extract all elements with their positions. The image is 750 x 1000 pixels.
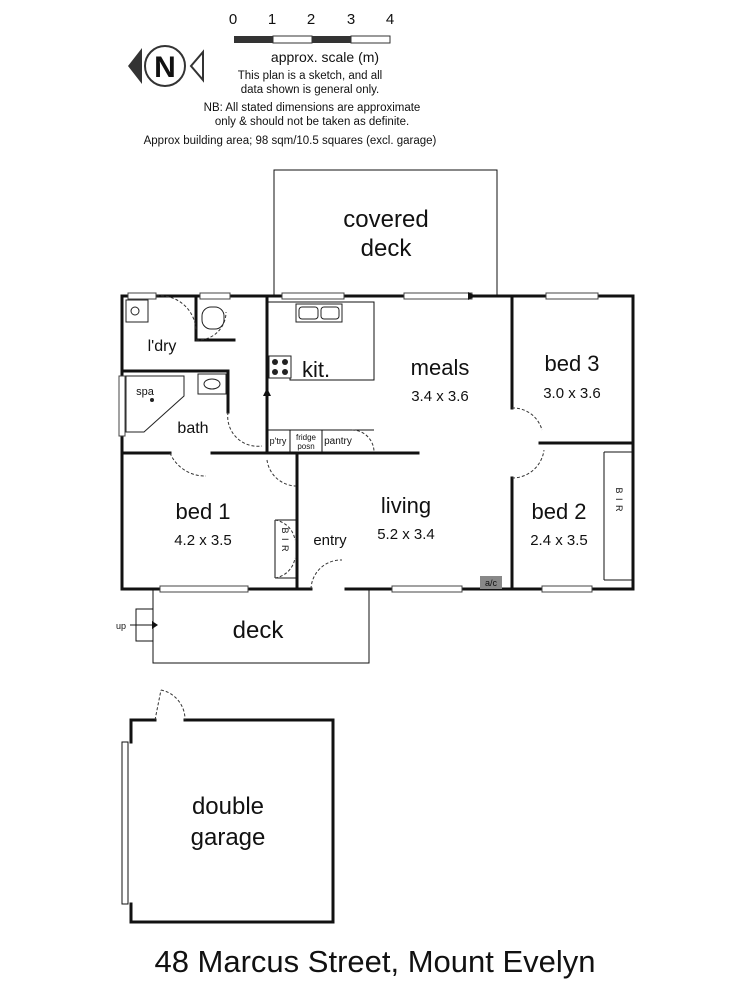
bed3-dimensions: 3.0 x 3.6 — [543, 385, 601, 402]
garage-label-2: garage — [190, 824, 266, 851]
pantry-label: pantry — [324, 436, 352, 447]
fridge-label-1: fridge — [295, 433, 317, 442]
living-label: living — [380, 493, 432, 518]
window — [404, 293, 472, 299]
bed2-bir-label: B I R — [614, 487, 624, 513]
meals-dimensions: 3.4 x 3.6 — [411, 388, 469, 405]
bed1-dimensions: 4.2 x 3.5 — [174, 532, 232, 549]
double-garage — [122, 690, 333, 922]
note-sketch-line2: data shown is general only. — [240, 84, 380, 96]
window — [128, 293, 156, 299]
north-compass-icon — [128, 46, 203, 86]
meals-label: meals — [410, 355, 470, 380]
scale-bar — [229, 11, 394, 65]
spa-label: spa — [136, 386, 154, 398]
window — [546, 293, 598, 299]
pantry-small-label: p'try — [269, 436, 287, 446]
bed1-bir-label: B I R — [280, 527, 290, 553]
fridge-label-2: posn — [297, 442, 315, 451]
scale-tick-4: 4 — [385, 11, 395, 28]
covered-deck — [274, 170, 497, 296]
note-area: Approx building area; 98 sqm/10.5 squares (excl. garage) — [143, 135, 437, 147]
kitchen-label: kit. — [301, 357, 331, 382]
bed2-label: bed 2 — [531, 499, 587, 524]
property-address: 48 Marcus Street, Mount Evelyn — [154, 944, 596, 979]
ac-label: a/c — [484, 578, 498, 588]
laundry-label: l'dry — [147, 338, 177, 355]
covered-deck-label-1: covered — [343, 206, 429, 233]
window — [282, 293, 344, 299]
spa-bath-icon — [126, 376, 184, 432]
front-deck — [116, 589, 369, 663]
up-label: up — [115, 621, 127, 631]
window — [392, 586, 462, 592]
living-dimensions: 5.2 x 3.4 — [377, 526, 435, 543]
covered-deck-label-2: deck — [360, 235, 412, 262]
note-nb-line2: only & should not be taken as definite. — [214, 116, 410, 128]
window — [200, 293, 230, 299]
window — [160, 586, 248, 592]
bed1-label: bed 1 — [175, 499, 231, 524]
note-nb-line1: NB: All stated dimensions are approximate — [203, 102, 421, 114]
scale-tick-2: 2 — [306, 11, 316, 28]
window — [542, 586, 592, 592]
garage-label-1: double — [191, 793, 265, 820]
toilet-icon — [202, 307, 224, 329]
bed2-dimensions: 2.4 x 3.5 — [530, 532, 588, 549]
entry-label: entry — [313, 532, 347, 549]
scale-tick-1: 1 — [267, 11, 277, 28]
bath-label: bath — [177, 420, 209, 437]
scale-tick-3: 3 — [346, 11, 356, 28]
scale-label: approx. scale (m) — [270, 49, 380, 65]
cooktop-icon — [269, 356, 291, 378]
bed3-label: bed 3 — [544, 351, 600, 376]
deck-label: deck — [232, 617, 284, 644]
window — [119, 376, 125, 436]
scale-tick-0: 0 — [228, 11, 238, 28]
compass-letter: N — [154, 51, 176, 84]
note-sketch-line1: This plan is a sketch, and all — [237, 70, 383, 82]
